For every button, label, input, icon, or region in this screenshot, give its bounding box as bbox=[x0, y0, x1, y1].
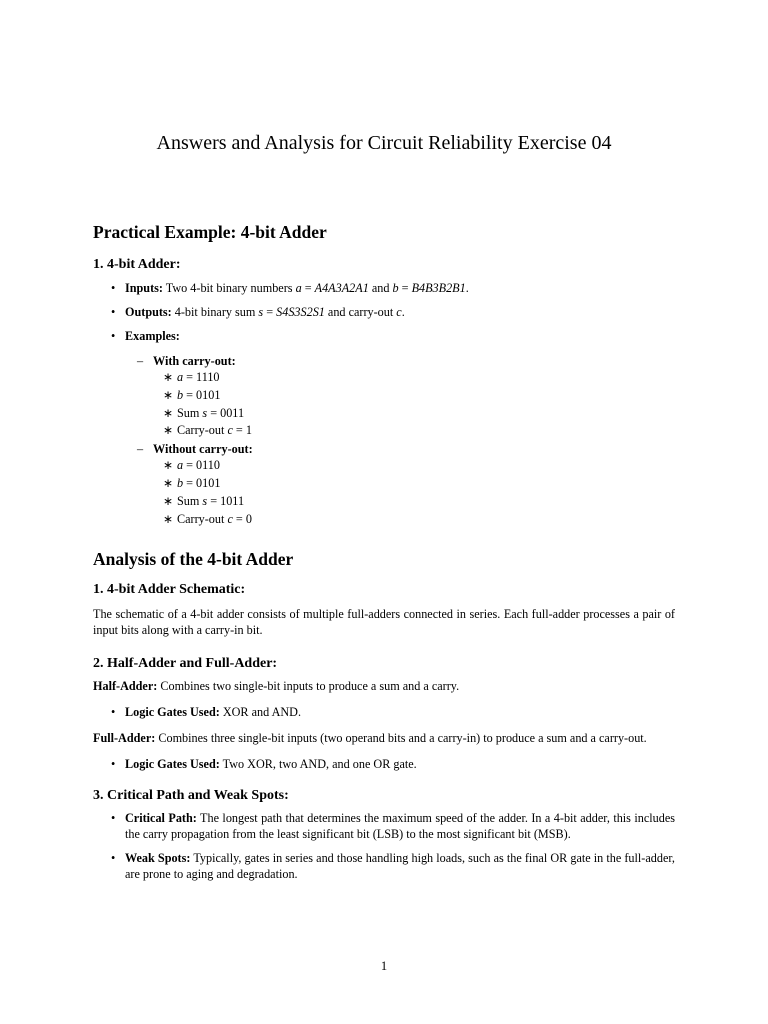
full-adder-paragraph bbox=[93, 730, 675, 746]
outputs-s-var: s bbox=[258, 305, 264, 319]
item-value: = 1011 bbox=[207, 493, 245, 508]
with-carry-out-label: With carry-out: bbox=[153, 354, 236, 368]
without-carry-out-label: Without carry-out: bbox=[153, 442, 253, 457]
item-value: = 0101 bbox=[183, 387, 221, 402]
outputs-text2: and carry-out bbox=[324, 305, 397, 319]
full-adder-text: Combines three single-bit inputs (two operand bits and a carry-in) to produce a sum and a carry-out. bbox=[155, 731, 647, 746]
outputs-end: . bbox=[401, 305, 405, 319]
list-item bbox=[93, 511, 675, 529]
list-item bbox=[93, 422, 675, 440]
outputs-c-var: c bbox=[396, 305, 402, 319]
item-value: = 0101 bbox=[183, 475, 221, 490]
page-number: 1 bbox=[380, 959, 388, 973]
list-item bbox=[93, 493, 675, 511]
examples-label: Examples: bbox=[125, 329, 180, 343]
inputs-end: . bbox=[465, 281, 469, 295]
inputs-bullet bbox=[93, 280, 675, 296]
item-value: = 1110 bbox=[183, 370, 220, 384]
full-adder-gates-list bbox=[93, 756, 675, 772]
examples-bullet bbox=[93, 328, 675, 344]
item-prefix: Carry-out bbox=[177, 423, 228, 438]
item-var: s bbox=[202, 405, 208, 420]
half-adder-label: Half-Adder: bbox=[93, 679, 158, 694]
outputs-s-value: S4S3S2S1 bbox=[276, 305, 325, 319]
schematic-paragraph: The schematic of a 4-bit adder consists of multiple full-adders connected in series. Each full-adder processes a pair of input bits along with a carry-in bit. bbox=[93, 607, 675, 638]
item-prefix: Sum bbox=[177, 493, 203, 508]
inputs-eq2: = bbox=[398, 281, 412, 295]
section-heading-analysis: Analysis of the 4-bit Adder bbox=[93, 549, 294, 570]
item-var: c bbox=[227, 423, 233, 438]
half-adder-text: Combines two single-bit inputs to produce a sum and a carry. bbox=[157, 679, 460, 694]
list-item bbox=[93, 405, 675, 423]
full-gates-label: Logic Gates Used: bbox=[125, 757, 220, 772]
half-adder-paragraph bbox=[93, 678, 675, 694]
full-gates-text: Two XOR, two AND, and one OR gate. bbox=[219, 757, 417, 772]
item-prefix: Carry-out bbox=[177, 511, 228, 526]
with-carry-out-values bbox=[93, 369, 675, 440]
inputs-b-value: B4B3B2B1 bbox=[411, 281, 466, 295]
section-heading-practical-example: Practical Example: 4-bit Adder bbox=[93, 222, 327, 242]
item-var: s bbox=[202, 493, 208, 508]
document-body bbox=[93, 218, 675, 882]
item-var: a bbox=[177, 458, 184, 473]
full-adder-gates-bullet bbox=[93, 756, 675, 772]
adder-bullet-list bbox=[93, 280, 675, 344]
document-title: Answers and Analysis for Circuit Reliability Exercise 04 bbox=[156, 132, 612, 154]
outputs-text: 4-bit binary sum bbox=[174, 305, 259, 319]
outputs-label: Outputs: bbox=[125, 305, 172, 319]
critical-path-list bbox=[93, 810, 675, 882]
critical-path-bullet bbox=[93, 810, 675, 842]
without-carry-out-values bbox=[93, 457, 675, 528]
with-carry-out-item bbox=[93, 353, 675, 369]
list-item bbox=[93, 457, 675, 475]
inputs-a-value: A4A3A2A1 bbox=[314, 281, 369, 295]
half-gates-text: XOR and AND. bbox=[219, 705, 302, 720]
item-value: = 0011 bbox=[207, 405, 245, 420]
subsection-heading-half-full-adder: 2. Half-Adder and Full-Adder: bbox=[93, 656, 278, 672]
item-var: b bbox=[177, 475, 184, 490]
subsection-heading-critical-path: 3. Critical Path and Weak Spots: bbox=[93, 788, 289, 804]
without-carry-out-item bbox=[93, 441, 675, 457]
inputs-b-var: b bbox=[392, 281, 399, 295]
inputs-label: Inputs: bbox=[125, 281, 163, 295]
item-var: c bbox=[227, 511, 233, 526]
item-var: b bbox=[177, 387, 184, 402]
list-item bbox=[93, 369, 675, 387]
item-var: a bbox=[177, 370, 184, 384]
examples-sublist-2 bbox=[93, 441, 675, 457]
inputs-and: and bbox=[368, 281, 393, 295]
subsection-heading-schematic: 1. 4-bit Adder Schematic: bbox=[93, 582, 246, 598]
half-adder-gates-bullet bbox=[93, 704, 675, 720]
list-item bbox=[93, 387, 675, 405]
item-value: = 0 bbox=[232, 511, 252, 526]
inputs-text: Two 4-bit binary numbers bbox=[165, 281, 296, 295]
weak-spots-label: Weak Spots: bbox=[125, 851, 191, 866]
inputs-a-var: a bbox=[295, 281, 302, 295]
half-gates-label: Logic Gates Used: bbox=[125, 705, 220, 720]
examples-sublist bbox=[93, 353, 675, 369]
critical-path-text: The longest path that determines the maximum speed of the adder. In a 4-bit adder, this includes the carry propagation from the least significant bit (LSB) to the most significant bit (MSB). bbox=[125, 811, 675, 842]
inputs-eq1: = bbox=[301, 281, 315, 295]
full-adder-label: Full-Adder: bbox=[93, 731, 156, 746]
weak-spots-bullet bbox=[93, 850, 675, 882]
item-prefix: Sum bbox=[177, 405, 203, 420]
critical-path-label: Critical Path: bbox=[125, 811, 197, 826]
document-page bbox=[93, 0, 675, 1024]
item-value: = 0110 bbox=[183, 458, 220, 473]
outputs-bullet bbox=[93, 304, 675, 320]
weak-spots-text: Typically, gates in series and those handling high loads, such as the final OR gate in the full-adder, are prone to aging and degradation. bbox=[125, 851, 675, 882]
item-value: = 1 bbox=[232, 423, 252, 438]
outputs-eq: = bbox=[263, 305, 277, 319]
half-adder-gates-list bbox=[93, 704, 675, 720]
subsection-heading-4bit-adder: 1. 4-bit Adder: bbox=[93, 257, 181, 272]
list-item bbox=[93, 475, 675, 493]
